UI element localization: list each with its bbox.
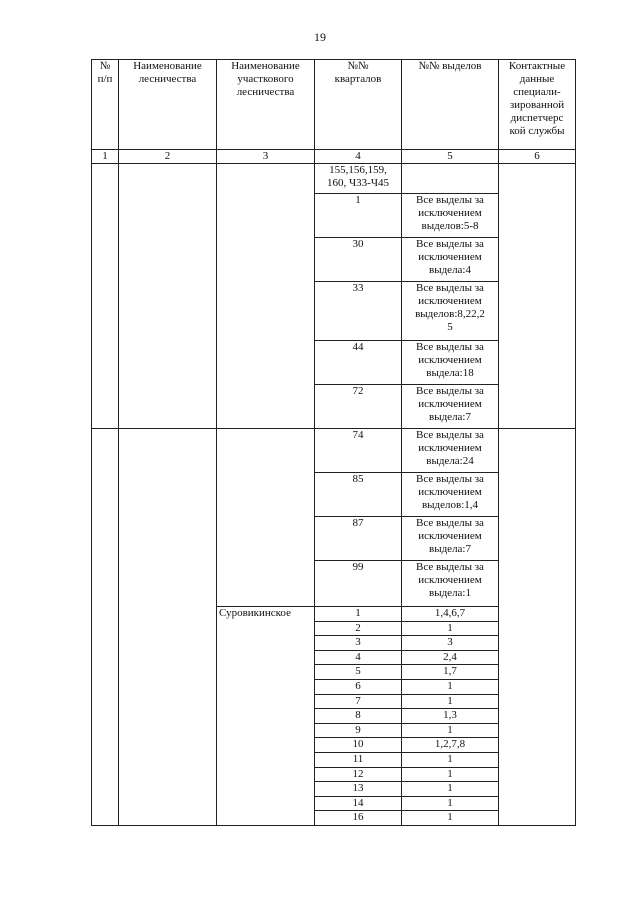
table-header [92, 60, 576, 164]
plots-cell: 3 [402, 636, 499, 651]
header-quarters [315, 60, 402, 150]
text-line: исключением [418, 442, 482, 454]
plots-cell [402, 385, 499, 429]
header-index [92, 60, 119, 150]
text-line: лесничества [236, 86, 295, 98]
column-numbers-row [92, 150, 576, 164]
plots-cell: 1 [402, 621, 499, 636]
text-line: 44 [352, 341, 364, 353]
plots-cell: 1 [402, 752, 499, 767]
plots-cell [402, 194, 499, 238]
text-line: 30 [352, 238, 364, 250]
text-line: 99 [352, 561, 364, 573]
quarter-cell [315, 385, 402, 429]
text-line: специали- [513, 86, 561, 98]
quarter-cell: 8 [315, 709, 402, 724]
text-line: Все выделы за [416, 473, 484, 485]
text-line: Все выделы за [416, 282, 484, 294]
text-line: исключением [418, 486, 482, 498]
text-line: Контактные [508, 60, 566, 72]
header-plots [402, 60, 499, 150]
text-line: данные [519, 73, 555, 85]
quarter-cell: 11 [315, 752, 402, 767]
text-line: исключением [418, 295, 482, 307]
text-line: Все выделы за [416, 341, 484, 353]
column-number: 2 [119, 150, 217, 164]
district-cell [217, 164, 315, 429]
quarter-cell: 7 [315, 694, 402, 709]
quarter-cell [315, 473, 402, 517]
text-line: выдела:18 [426, 367, 474, 379]
quarter-cell [315, 194, 402, 238]
text-line: п/п [97, 73, 113, 85]
text-line: выдела:4 [429, 264, 471, 276]
quarter-cell [315, 561, 402, 607]
text-line: Наименование [133, 60, 202, 72]
text-line: 85 [352, 473, 364, 485]
text-line: выделов:8,22,2 [415, 308, 485, 320]
text-line: Все выделы за [416, 385, 484, 397]
text-line: Все выделы за [416, 194, 484, 206]
plots-cell: 1,2,7,8 [402, 738, 499, 753]
text-line: диспетчерс [510, 112, 564, 124]
text-line: 160, Ч33-Ч45 [327, 177, 389, 189]
plots-cell [402, 341, 499, 385]
quarter-cell: 13 [315, 782, 402, 797]
text-line: №№ выделов [418, 60, 482, 72]
plots-cell [402, 429, 499, 473]
plots-cell [402, 473, 499, 517]
quarter-cell [315, 517, 402, 561]
column-number: 3 [217, 150, 315, 164]
text-line: №№ [347, 60, 369, 72]
quarter-cell: 9 [315, 723, 402, 738]
quarter-cell [315, 282, 402, 341]
page-number: 19 [314, 30, 326, 44]
quarter-cell: 6 [315, 679, 402, 694]
contacts-cell [499, 164, 576, 429]
text-line: исключением [418, 251, 482, 263]
column-number: 6 [499, 150, 576, 164]
plots-cell [402, 164, 499, 194]
quarter-cell: 10 [315, 738, 402, 753]
text-line: 72 [352, 385, 364, 397]
text-line: Все выделы за [416, 429, 484, 441]
plots-cell: 1 [402, 782, 499, 797]
quarter-cell: 5 [315, 665, 402, 680]
contacts-cell [499, 429, 576, 826]
text-line: выдела:1 [429, 587, 471, 599]
quarter-cell: 4 [315, 650, 402, 665]
text-line: выдела:24 [426, 455, 474, 467]
text-line: Наименование [231, 60, 300, 72]
index-cell [92, 164, 119, 429]
text-line: зированной [509, 99, 565, 111]
text-line: выделов:5-8 [421, 220, 479, 232]
header-contacts [499, 60, 576, 150]
text-line: выделов:1,4 [421, 499, 479, 511]
text-line: 5 [447, 321, 453, 333]
text-line: лесничества [138, 73, 197, 85]
plots-cell: 1 [402, 796, 499, 811]
plots-cell: 1 [402, 767, 499, 782]
district-name-cell: Суровикинское [217, 607, 315, 826]
quarter-cell [315, 429, 402, 473]
text-line: 74 [352, 429, 364, 441]
plots-cell: 1 [402, 723, 499, 738]
text-line: кварталов [334, 73, 382, 85]
plots-cell: 2,4 [402, 650, 499, 665]
quarter-cell [315, 164, 402, 194]
quarter-cell: 2 [315, 621, 402, 636]
header-district-forestry [217, 60, 315, 150]
quarter-cell: 12 [315, 767, 402, 782]
text-line: исключением [418, 574, 482, 586]
quarter-cell: 16 [315, 811, 402, 826]
plots-cell: 1,4,6,7 [402, 607, 499, 622]
text-line: 1 [355, 194, 361, 206]
plots-cell [402, 561, 499, 607]
table-row [92, 429, 576, 473]
plots-cell: 1 [402, 679, 499, 694]
quarter-cell: 1 [315, 607, 402, 622]
text-line: 87 [352, 517, 364, 529]
text-line: Все выделы за [416, 238, 484, 250]
text-line: 155,156,159, [329, 164, 387, 176]
text-line: исключением [418, 530, 482, 542]
forestry-cell [119, 164, 217, 429]
column-number: 4 [315, 150, 402, 164]
column-number: 5 [402, 150, 499, 164]
forestry-table [91, 59, 576, 826]
plots-cell [402, 282, 499, 341]
index-cell [92, 429, 119, 826]
plots-cell: 1,3 [402, 709, 499, 724]
text-line: участкового [237, 73, 294, 85]
district-cell [217, 429, 315, 607]
plots-cell [402, 517, 499, 561]
quarter-cell: 3 [315, 636, 402, 651]
text-line: Все выделы за [416, 561, 484, 573]
quarter-cell [315, 341, 402, 385]
header-forestry [119, 60, 217, 150]
table-body [92, 164, 576, 826]
text-line: № [99, 60, 111, 72]
table-row [92, 164, 576, 194]
forestry-cell [119, 429, 217, 826]
plots-cell: 1,7 [402, 665, 499, 680]
text-line: исключением [418, 354, 482, 366]
quarter-cell [315, 238, 402, 282]
text-line: 33 [352, 282, 364, 294]
text-line: кой службы [509, 125, 565, 137]
plots-cell: 1 [402, 694, 499, 709]
text-line: Все выделы за [416, 517, 484, 529]
plots-cell [402, 238, 499, 282]
plots-cell: 1 [402, 811, 499, 826]
text-line: выдела:7 [429, 543, 471, 555]
column-number: 1 [92, 150, 119, 164]
quarter-cell: 14 [315, 796, 402, 811]
text-line: выдела:7 [429, 411, 471, 423]
text-line: исключением [418, 398, 482, 410]
text-line: исключением [418, 207, 482, 219]
